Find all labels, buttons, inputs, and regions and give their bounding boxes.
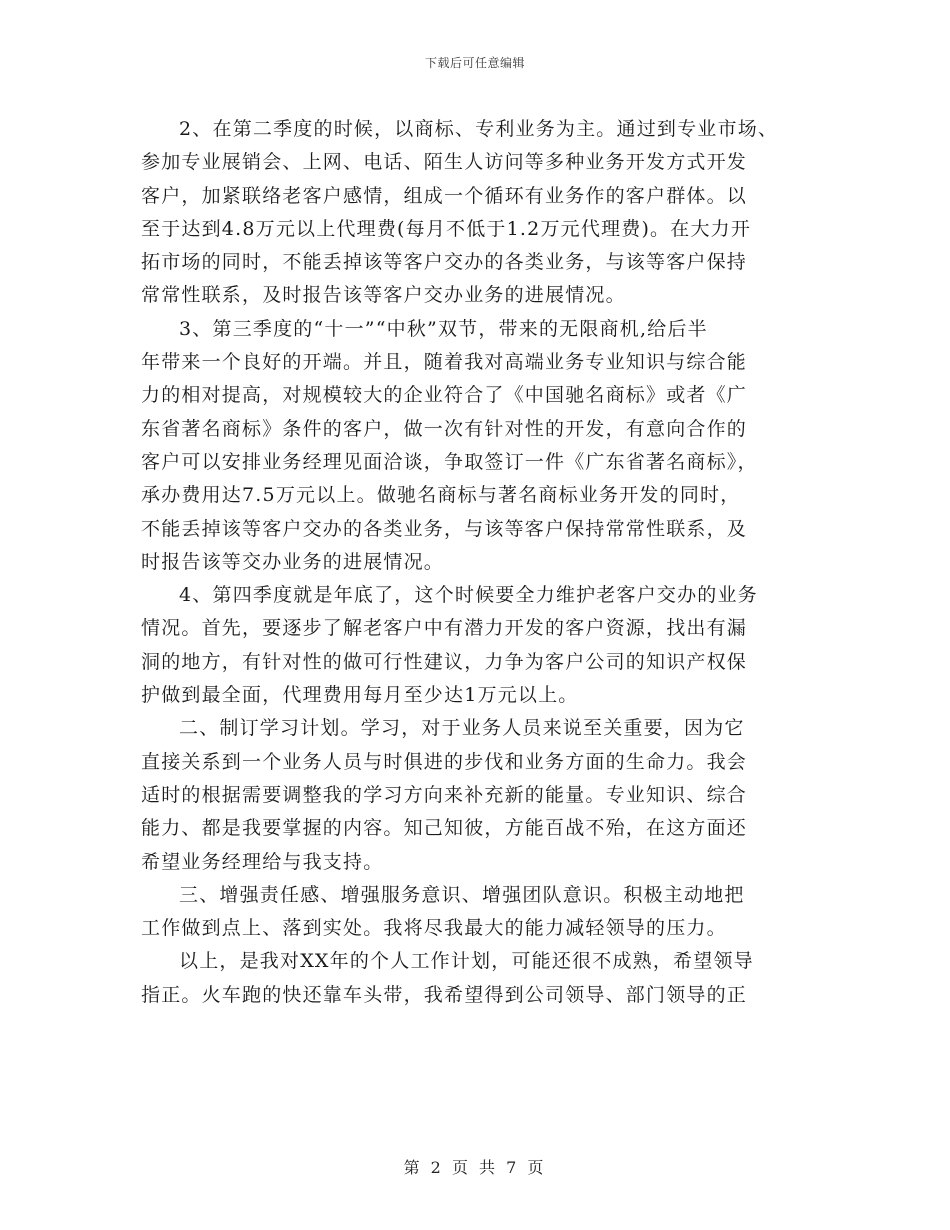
text-line: 以上，是我对XX年的个人工作计划，可能还很不成熟，希望领导 [179, 950, 754, 973]
text-line: 二、制订学习计划。学习，对于业务人员来说至关重要，因为它 [179, 717, 745, 740]
text-line: 能力、都是我要掌握的内容。知己知彼，方能百战不殆，在这方面还 [141, 817, 748, 840]
text-line: 年带来一个良好的开端。并且，随着我对高端业务专业知识与综合能 [141, 351, 748, 374]
text-line: 适时的根据需要调整我的学习方向来补充新的能量。专业知识、综合 [141, 783, 748, 806]
text-line: 不能丢掉该等客户交办的各类业务，与该等客户保持常常性联系，及 [141, 517, 748, 540]
text-line: 时报告该等交办业务的进展情况。 [141, 550, 445, 573]
paragraph-q3-business [141, 313, 821, 579]
text-line: 情况。首先，要逐步了解老客户中有潜力开发的客户资源，找出有漏 [141, 617, 748, 640]
text-line: 洞的地方，有针对性的做可行性建议，力争为客户公司的知识产权保 [141, 650, 748, 673]
text-line: 承办费用达7.5万元以上。做驰名商标与著名商标业务开发的同时， [141, 484, 741, 507]
text-line: 直接关系到一个业务人员与时俱进的步伐和业务方面的生命力。我会 [141, 750, 748, 773]
text-line: 客户，加紧联络老客户感情，组成一个循环有业务作的客户群体。以 [141, 184, 748, 207]
text-line: 三、增强责任感、增强服务意识、增强团队意识。积极主动地把 [179, 883, 745, 906]
text-line: 常常性联系，及时报告该等客户交办业务的进展情况。 [141, 284, 626, 307]
text-line: 东省著名商标》条件的客户，做一次有针对性的开发，有意向合作的 [141, 417, 748, 440]
text-line: 希望业务经理给与我支持。 [141, 850, 384, 873]
text-line: 4、第四季度就是年底了，这个时候要全力维护老客户交办的业务 [179, 584, 758, 607]
text-line: 至于达到4.8万元以上代理费(每月不低于1.2万元代理费)。在大力开 [141, 217, 752, 240]
page-number-footer: 第 2 页 共 7 页 [403, 1158, 547, 1177]
text-line: 客户可以安排业务经理见面洽谈，争取签订一件《广东省著名商标》， [141, 450, 758, 473]
paragraph-study-plan [141, 712, 821, 878]
text-line: 指正。火车跑的快还靠车头带，我希望得到公司领导、部门领导的正 [141, 983, 748, 1006]
paragraph-conclusion [141, 945, 821, 1012]
paragraph-q2-business [141, 113, 821, 313]
page-header: 下载后可任意编辑 [424, 56, 525, 70]
text-line: 参加专业展销会、上网、电话、陌生人访问等多种业务开发方式开发 [141, 151, 748, 174]
text-line: 工作做到点上、落到实处。我将尽我最大的能力减轻领导的压力。 [141, 917, 727, 940]
paragraph-responsibility [141, 879, 821, 946]
text-line: 2、在第二季度的时候，以商标、专利业务为主。通过到专业市场、 [179, 118, 779, 140]
text-line: 拓市场的同时，不能丢掉该等客户交办的各类业务，与该等客户保持 [141, 251, 748, 274]
text-line: 护做到最全面，代理费用每月至少达1万元以上。 [141, 684, 579, 707]
text-line: 3、第三季度的“十一”“中秋”双节，带来的无限商机,给后半 [179, 317, 708, 340]
text-line: 力的相对提高，对规模较大的企业符合了《中国驰名商标》或者《广 [141, 384, 748, 407]
body-text [141, 113, 821, 1012]
paragraph-q4-business [141, 579, 821, 712]
